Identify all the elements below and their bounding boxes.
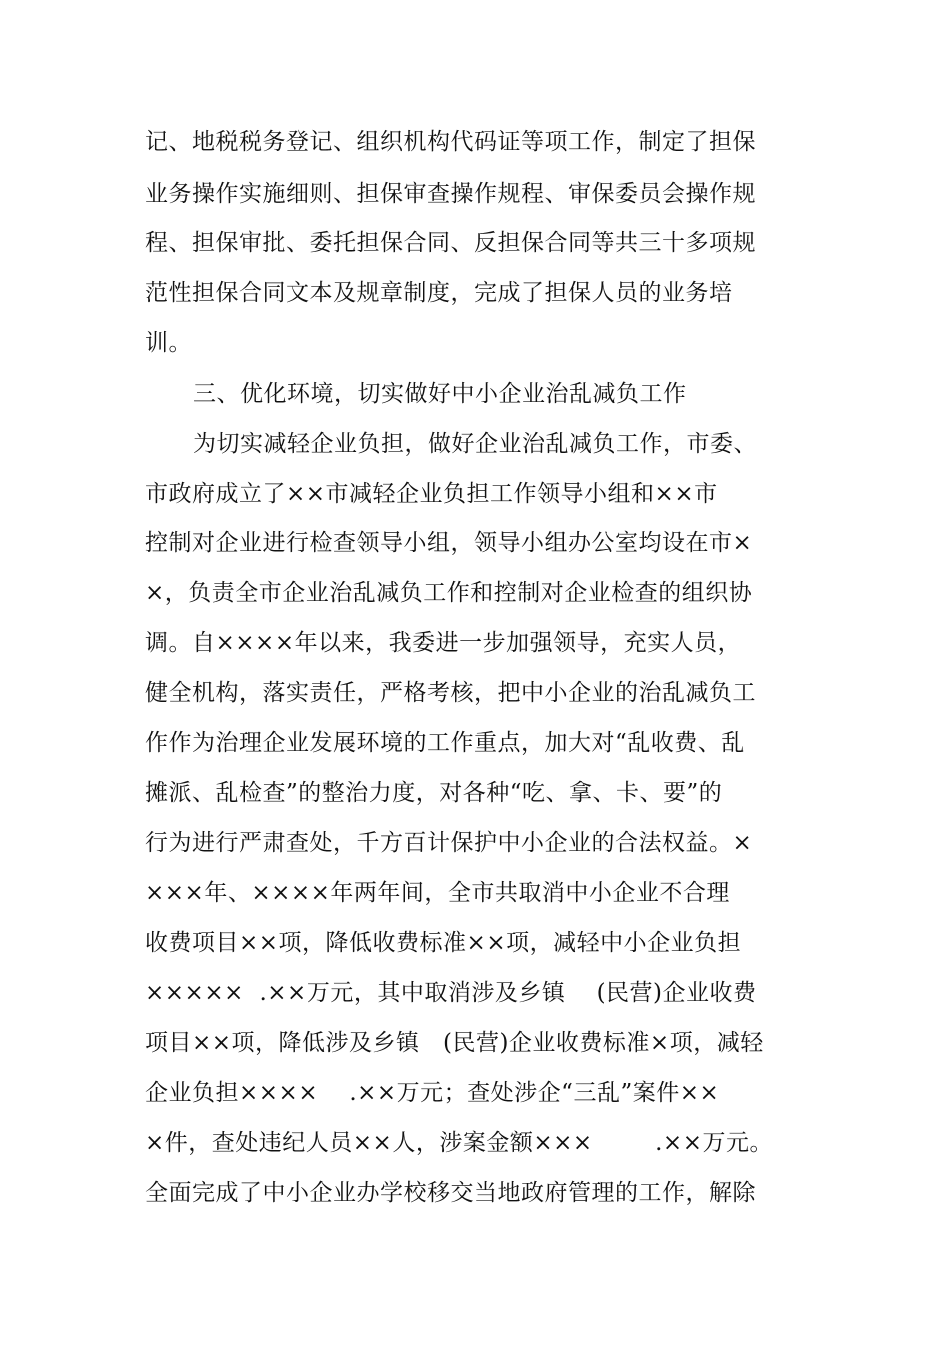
text-line: 项目××项，降低涉及乡镇 (民营)企业收费标准×项，减轻 (145, 1030, 764, 1056)
text-line: ××××× .××万元，其中取消涉及乡镇 (民营)企业收费 (145, 980, 757, 1006)
text-line: 训。 (145, 330, 192, 356)
text-line: ×件，查处违纪人员××人，涉案金额××× .××万元。 (145, 1130, 773, 1156)
text-line: 调。自××××年以来，我委进一步加强领导，充实人员， (145, 630, 742, 656)
text-line: 全面完成了中小企业办学校移交当地政府管理的工作，解除 (145, 1180, 756, 1206)
section-heading: 三、优化环境，切实做好中小企业治乱减负工作 (193, 381, 687, 407)
text-line: 企业负担×××× .××万元；查处涉企“三乱”案件×× (145, 1080, 720, 1106)
text-line: 市政府成立了××市减轻企业负担工作领导小组和××市 (145, 481, 718, 507)
text-line: 业务操作实施细则、担保审查操作规程、审保委员会操作规 (145, 181, 756, 207)
text-line: ×，负责全市企业治乱减负工作和控制对企业检查的组织协 (145, 580, 753, 606)
text-line: 行为进行严肃查处，千方百计保护中小企业的合法权益。× (145, 830, 753, 856)
text-line: 范性担保合同文本及规章制度，完成了担保人员的业务培 (145, 280, 733, 306)
text-line: 记、地税税务登记、组织机构代码证等项工作，制定了担保 (145, 129, 756, 155)
text-line: 作作为治理企业发展环境的工作重点，加大对“乱收费、乱 (145, 730, 745, 756)
text-line: ×××年、××××年两年间，全市共取消中小企业不合理 (145, 880, 730, 906)
text-line: 健全机构，落实责任，严格考核，把中小企业的治乱减负工 (145, 680, 756, 706)
text-line: 收费项目××项，降低收费标准××项，减轻中小企业负担 (145, 930, 742, 956)
text-line: 摊派、乱检查”的整治力度，对各种“吃、拿、卡、要”的 (145, 780, 723, 806)
paragraph-first-line: 为切实减轻企业负担，做好企业治乱减负工作，市委、 (193, 431, 757, 457)
text-line: 控制对企业进行检查领导小组，领导小组办公室均设在市× (145, 530, 753, 556)
text-line: 程、担保审批、委托担保合同、反担保合同等共三十多项规 (145, 230, 756, 256)
